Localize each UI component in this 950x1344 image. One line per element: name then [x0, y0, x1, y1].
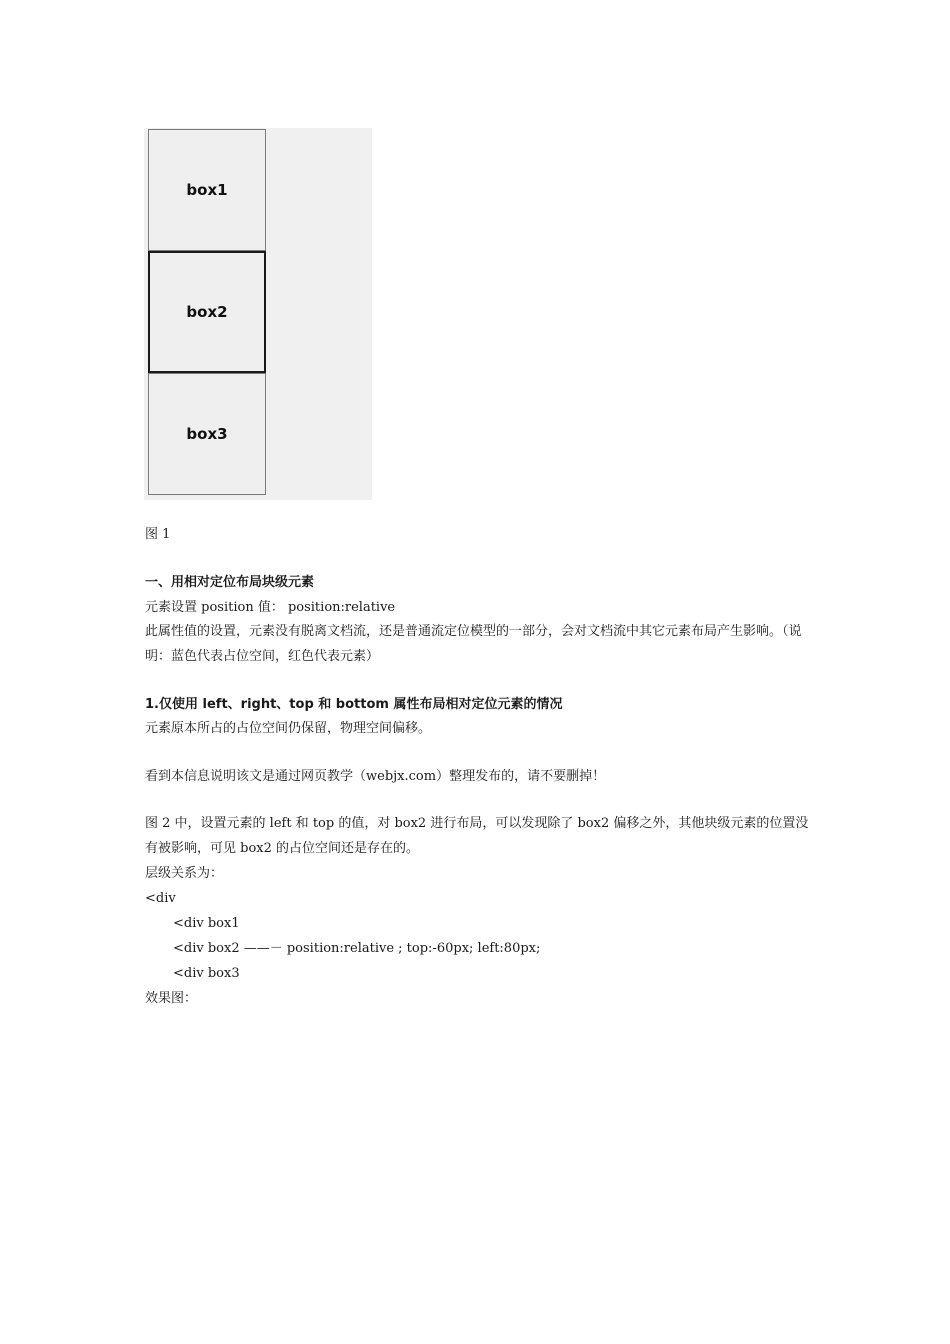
position-setting-text: 元素设置 position 值： position:relative [145, 600, 396, 615]
box1-block: box1 [148, 129, 266, 251]
placeholder-space-note: 元素原本所占的占位空间仍保留，物理空间偏移。 [145, 721, 432, 736]
box2-block: box2 [148, 251, 266, 373]
section-1-description: 此属性值的设置，元素没有脱离文档流，还是普通流定位模型的一部分，会对文档流中其它元素布局产生影响。（说明：蓝色代表占位空间，红色代表元素） [145, 624, 802, 664]
subsection-1-heading: 1.仅使用 left、right、top 和 bottom 属性布局相对定位元素的情况 [145, 697, 563, 712]
effect-label: 效果图： [145, 991, 198, 1006]
figure-1-illustration [144, 128, 372, 500]
code-line-box3: <div box3 [173, 966, 240, 981]
box3-block: box3 [148, 373, 266, 495]
figure-2-description: 图 2 中，设置元素的 left 和 top 的值，对 box2 进行布局，可以发现除了 box2 偏移之外，其他块级元素的位置没有被影响，可见 box2 的占位空间还是存在的。 [145, 816, 809, 856]
section-1-heading: 一、用相对定位布局块级元素 [145, 575, 315, 590]
figure-1-caption: 图 1 [145, 527, 171, 542]
hierarchy-label: 层级关系为： [145, 866, 224, 881]
source-notice: 看到本信息说明该文是通过网页教学（webjx.com）整理发布的，请不要删掉！ [145, 769, 606, 784]
code-line-box2: <div box2 ——－ position:relative ; top:-60px; left:80px; [173, 941, 541, 956]
code-line-box1: <div box1 [173, 916, 240, 931]
code-line-root-div: <div [145, 891, 176, 906]
